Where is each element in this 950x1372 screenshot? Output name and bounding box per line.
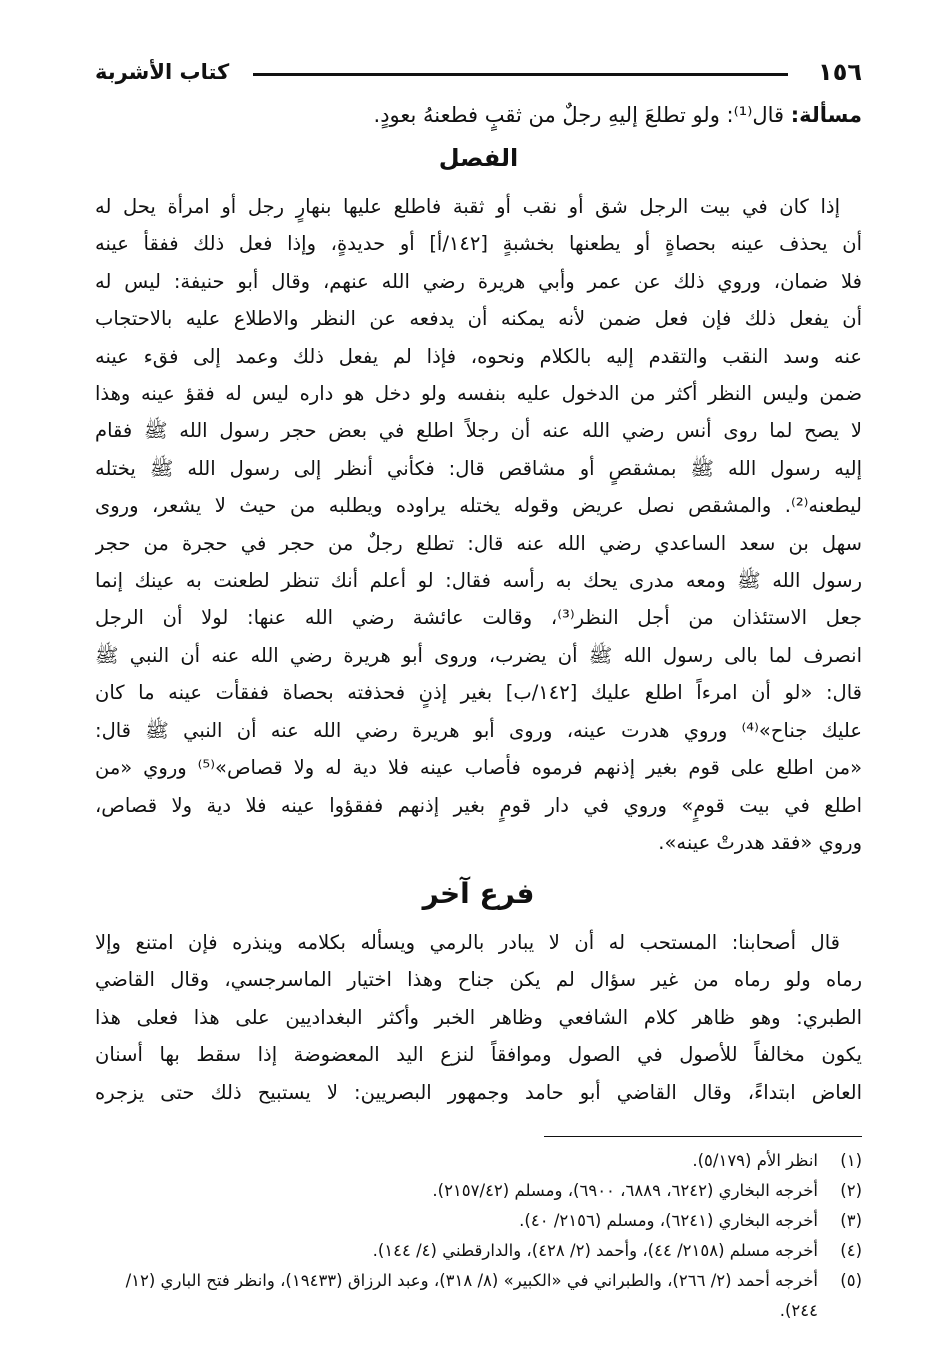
- footnote: [95, 1176, 862, 1206]
- text-line: يكون مخالفاً للأصول في الصول وموافقاً لنزع اليد المعضوضة إذا سقط بها أسنان: [95, 1043, 862, 1067]
- footnote-number: (٥): [840, 1271, 862, 1290]
- section-title-fasl: الفصل: [438, 144, 519, 172]
- footnote-text: انظر الأم (٥/١٧٩).: [692, 1151, 818, 1170]
- text-line: إليه رسول الله ﷺ بمشقصٍ أو مشاقص قال: فكأني أنظر إلى رسول الله ﷺ يختله: [95, 456, 862, 480]
- footnote-text: أخرجه البخاري (٦٢٤١)، ومسلم (٢١٥٦/ ٤٠).: [519, 1211, 818, 1230]
- footnotes: [95, 1146, 862, 1326]
- text-line: أن يحذف عينه بحصاةٍ أو يطعنها بخشبةٍ [١٤٢/أ] أو حديدةٍ، وإذا فعل ذلك ففقأ عينه: [95, 232, 862, 256]
- issue-statement: [95, 98, 862, 132]
- footnote-number: (٤): [840, 1241, 862, 1260]
- footnote-text: أخرجه البخاري (٦٢٤٢، ٦٨٨٩، ٦٩٠٠)، ومسلم (٢١٥٧/٤٢).: [432, 1181, 818, 1200]
- header-rule: [253, 73, 788, 76]
- footnote: [95, 1266, 862, 1326]
- footnote-number: (٣): [840, 1211, 862, 1230]
- footnote-text: أخرجه أحمد (٢/ ٢٦٦)، والطبراني في «الكبير» (٨/ ٣١٨)، وعبد الرزاق (١٩٤٣٣)، وانظر فتح الباري (١٢/ ٢٤٤).: [125, 1271, 818, 1320]
- text-line: اطلع في بيت قومٍ» وروي في دار قومٍ بغير إذنهم ففقؤوا عينه فلا دية ولا قصاص،: [95, 793, 862, 817]
- text-line: ضمن وليس النظر أكثر من الدخول عليه بنفسه ولو دخل هو داره ليس له فقؤ عينه وهذا: [95, 382, 862, 406]
- text-line: سهل بن سعد الساعدي رضي الله عنه قال: تطلع رجلٌ من حجر في حجرة من حجر: [95, 531, 862, 555]
- issue-label: مسألة:: [790, 103, 862, 127]
- text-line: رماه ولو رماه من غير سؤال لم يكن جناح وهذا اختيار الماسرجسي، وقال القاضي: [95, 968, 862, 992]
- text-line: عنه وسد النقب والتقدم إليه بالكلام ونحوه، فإذا لم يفعل ذلك وعمد إلى فقء عينه: [95, 344, 862, 368]
- text-line: جعل الاستئذان من أجل النظر⁽³⁾، وقالت عائشة رضي الله عنها: لولا أن الرجل: [95, 606, 862, 630]
- text-line: لا يصح لما روى أنس رضي الله عنه أن رجلاً اطلع في بعض حجر رسول الله ﷺ فقام: [95, 419, 862, 443]
- text-line: رسول الله ﷺ ومعه مدرى يحك به رأسه فقال: لو أعلم أنك تنظر لطعنت به عينك إنما: [95, 569, 862, 593]
- issue-text: قال⁽¹⁾: ولو تطلعَ إليهِ رجلٌ من ثقبٍ فطعنهُ بعودٍ.: [373, 103, 791, 127]
- footnote-text: أخرجه مسلم (٢١٥٨/ ٤٤)، وأحمد (٢/ ٤٢٨)، والدارقطني (٤/ ١٤٤).: [372, 1241, 818, 1260]
- text-line: قال أصحابنا: المستحب له أن لا يبادر بالرمي ويسأله بكلامه وينذره فإن امتنع وإلا: [95, 931, 840, 954]
- text-line: إذا كان في بيت الرجل شق أو نقب أو ثقبة فاطلع عليها بنهارٍ رجل أو امرأة يحل له: [95, 195, 840, 218]
- footnote-number: (١): [840, 1151, 862, 1170]
- text-line: انصرف لما بالى رسول الله ﷺ أن يضرب، وروى أبو هريرة رضي الله عنه أن النبي ﷺ: [95, 643, 862, 667]
- text-line: قال: «لو أن امرءاً اطلع عليك [١٤٢/ب] بغير إذنٍ فحذفته بحصاة ففقأت عينه ما كان: [95, 681, 862, 705]
- section1-body: [95, 188, 862, 861]
- footnote-separator: [544, 1136, 862, 1137]
- text-line: فلا ضمان، وروي ذلك عن عمر وأبي هريرة رضي الله عنهم، وقال أبو حنيفة: ليس له: [95, 269, 862, 293]
- text-line: «من اطلع على قوم بغير إذنهم فرموه فأصاب عينه فلا دية له ولا قصاص»⁽⁵⁾ وروي «من: [95, 756, 862, 780]
- book-title: كتاب الأشربة: [95, 60, 230, 84]
- footnote: [95, 1206, 862, 1236]
- section-title-far-akhar: فرع آخر: [422, 877, 535, 910]
- text-line: الطبري: وهو ظاهر كلام الشافعي وظاهر الخبر وأكثر البغداديين على هذا فعلى هذا: [95, 1005, 862, 1029]
- page-number: ١٥٦: [818, 58, 862, 86]
- footnote-number: (٢): [840, 1181, 862, 1200]
- text-line: أن يفعل ذلك فإن فعل ضمن لأنه يمكنه أن يدفعه عن النظر والاطلاع عليه بالاحتجاب: [95, 307, 862, 331]
- text-line: وروي «فقد هدرتْ عينه».: [658, 830, 862, 854]
- text-line: عليك جناح»⁽⁴⁾ وروي هدرت عينه، وروى أبو هريرة رضي الله عنه أن النبي ﷺ قال:: [95, 718, 862, 742]
- footnote: [95, 1146, 862, 1176]
- text-line: العاض ابتداءً، وقال القاضي أبو حامد وجمهور البصريين: لا يستبيح ذلك حتى يزجره: [95, 1080, 862, 1104]
- text-line: ليطعنه⁽²⁾. والمشقص نصل عريض وقوله يختله يراوده ويطلبه من حيث لا يشعر، وروى: [95, 494, 862, 518]
- page-header: [95, 52, 862, 92]
- footnote: [95, 1236, 862, 1266]
- section2-body: [95, 924, 862, 1111]
